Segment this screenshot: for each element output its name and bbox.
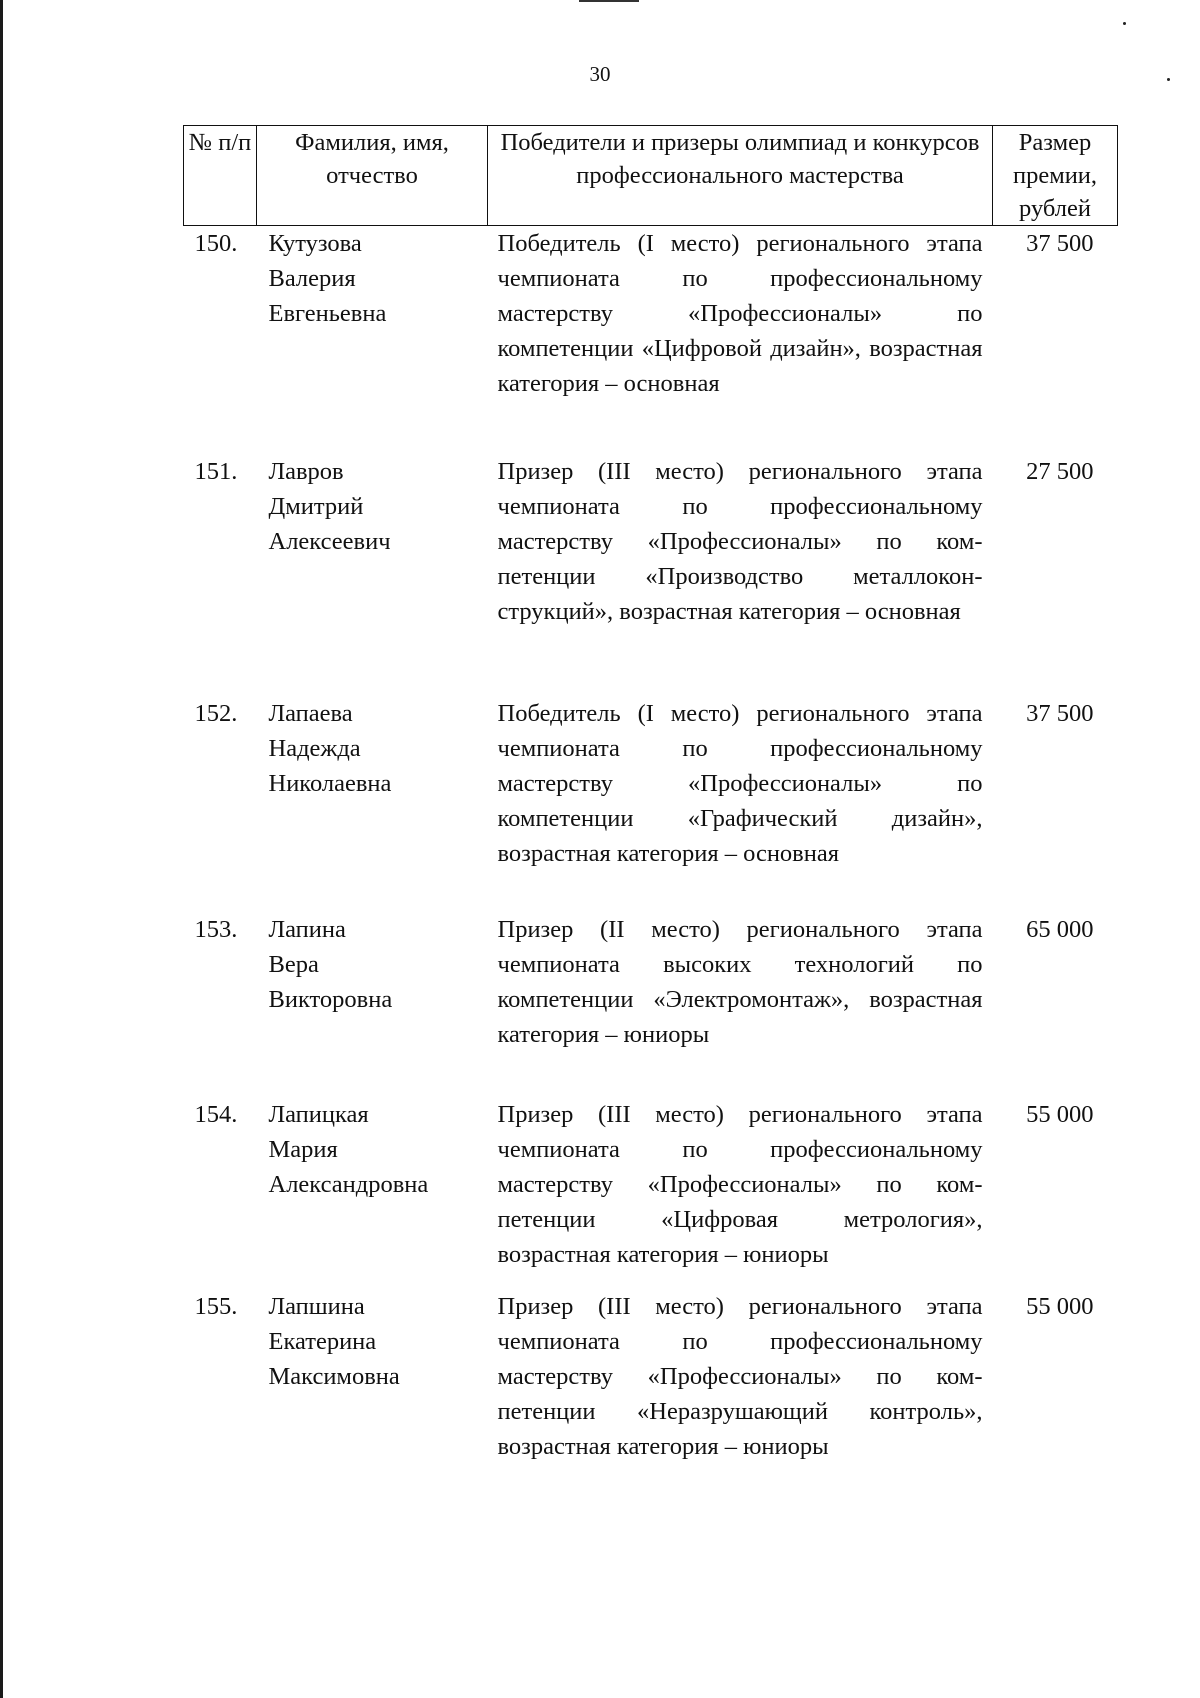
first-name: Екатерина bbox=[268, 1327, 377, 1355]
full-name bbox=[257, 454, 488, 696]
award-amount: 37 500 bbox=[1026, 230, 1094, 257]
table-header-row bbox=[184, 126, 1118, 226]
row-number: 154. bbox=[194, 1100, 238, 1128]
full-name bbox=[257, 696, 488, 912]
award-amount: 65 000 bbox=[1026, 915, 1094, 943]
first-name: Мария bbox=[268, 1135, 338, 1163]
surname: Лавров bbox=[268, 457, 344, 485]
award-amount: 55 000 bbox=[1026, 1100, 1094, 1128]
first-name: Надежда bbox=[268, 734, 361, 762]
row-number: 155. bbox=[194, 1292, 238, 1320]
awards-table bbox=[183, 125, 1118, 1509]
full-name bbox=[257, 226, 488, 454]
scan-mark bbox=[579, 0, 639, 2]
surname: Лапина bbox=[268, 915, 346, 943]
header-amount: Размер премии, рублей bbox=[993, 126, 1118, 226]
surname: Лапаева bbox=[268, 699, 353, 727]
award-description: Победитель (I место) регионального этапа чемпионата по профессиональному мастерству «Профессионалы» по компетенции «Графический дизайн», возрастная категория – основная bbox=[497, 699, 983, 867]
award-description: Призер (III место) регионального этапа чемпионата по профессиональному мастерству «Профессионалы» по компетенции «Производство металлоконструкций», возрастная категория – основная bbox=[497, 457, 983, 625]
row-number: 153. bbox=[194, 915, 238, 943]
scan-speck bbox=[1123, 22, 1126, 25]
patronymic: Александровна bbox=[268, 1170, 429, 1198]
header-num: № п/п bbox=[184, 126, 257, 226]
surname: Лапицкая bbox=[268, 1100, 369, 1128]
patronymic: Викторовна bbox=[268, 985, 393, 1013]
table-row bbox=[184, 226, 1118, 454]
first-name: Вера bbox=[268, 950, 319, 978]
table-row bbox=[184, 1289, 1118, 1509]
award-amount: 55 000 bbox=[1026, 1292, 1094, 1320]
patronymic: Максимовна bbox=[268, 1362, 400, 1390]
award-amount: 37 500 bbox=[1026, 699, 1094, 727]
patronymic: Евгеньевна bbox=[268, 300, 387, 327]
award-description: Призер (II место) регионального этапа чемпионата высоких технологий по компетенции «Электромонтаж», возрастная категория – юниоры bbox=[497, 915, 983, 1048]
award-description: Победитель (I место) регионального этапа чемпионата по профессиональному мастерству «Профессионалы» по компетенции «Цифровой дизайн», возрастная категория – основная bbox=[497, 230, 983, 397]
header-name: Фамилия, имя, отчество bbox=[257, 126, 488, 226]
award-amount: 27 500 bbox=[1026, 457, 1094, 485]
patronymic: Николаевна bbox=[268, 769, 392, 797]
page-number: 30 bbox=[589, 62, 611, 86]
first-name: Дмитрий bbox=[268, 492, 364, 520]
table-row bbox=[184, 1097, 1118, 1289]
award-description: Призер (III место) регионального этапа чемпионата по профессиональному мастерству «Профессионалы» по компетенции «Неразрушающий контроль», возрастная категория – юниоры bbox=[497, 1292, 983, 1460]
table-row bbox=[184, 912, 1118, 1097]
surname: Кутузова bbox=[268, 230, 362, 257]
first-name: Валерия bbox=[268, 265, 356, 292]
surname: Лапшина bbox=[268, 1292, 365, 1320]
full-name bbox=[257, 1289, 488, 1509]
table-row bbox=[184, 696, 1118, 912]
row-number: 151. bbox=[194, 457, 238, 485]
table-row bbox=[184, 454, 1118, 696]
header-description: Победители и призеры олимпиад и конкурсов профессионального мастерства bbox=[488, 126, 993, 226]
row-number: 152. bbox=[194, 699, 238, 727]
full-name bbox=[257, 1097, 488, 1289]
award-description: Призер (III место) регионального этапа чемпионата по профессиональному мастерству «Профессионалы» по компетенции «Цифровая метрология», возрастная категория – юниоры bbox=[497, 1100, 983, 1268]
full-name bbox=[257, 912, 488, 1097]
row-number: 150. bbox=[194, 230, 238, 257]
patronymic: Алексеевич bbox=[268, 527, 391, 555]
scan-edge bbox=[0, 0, 3, 1698]
